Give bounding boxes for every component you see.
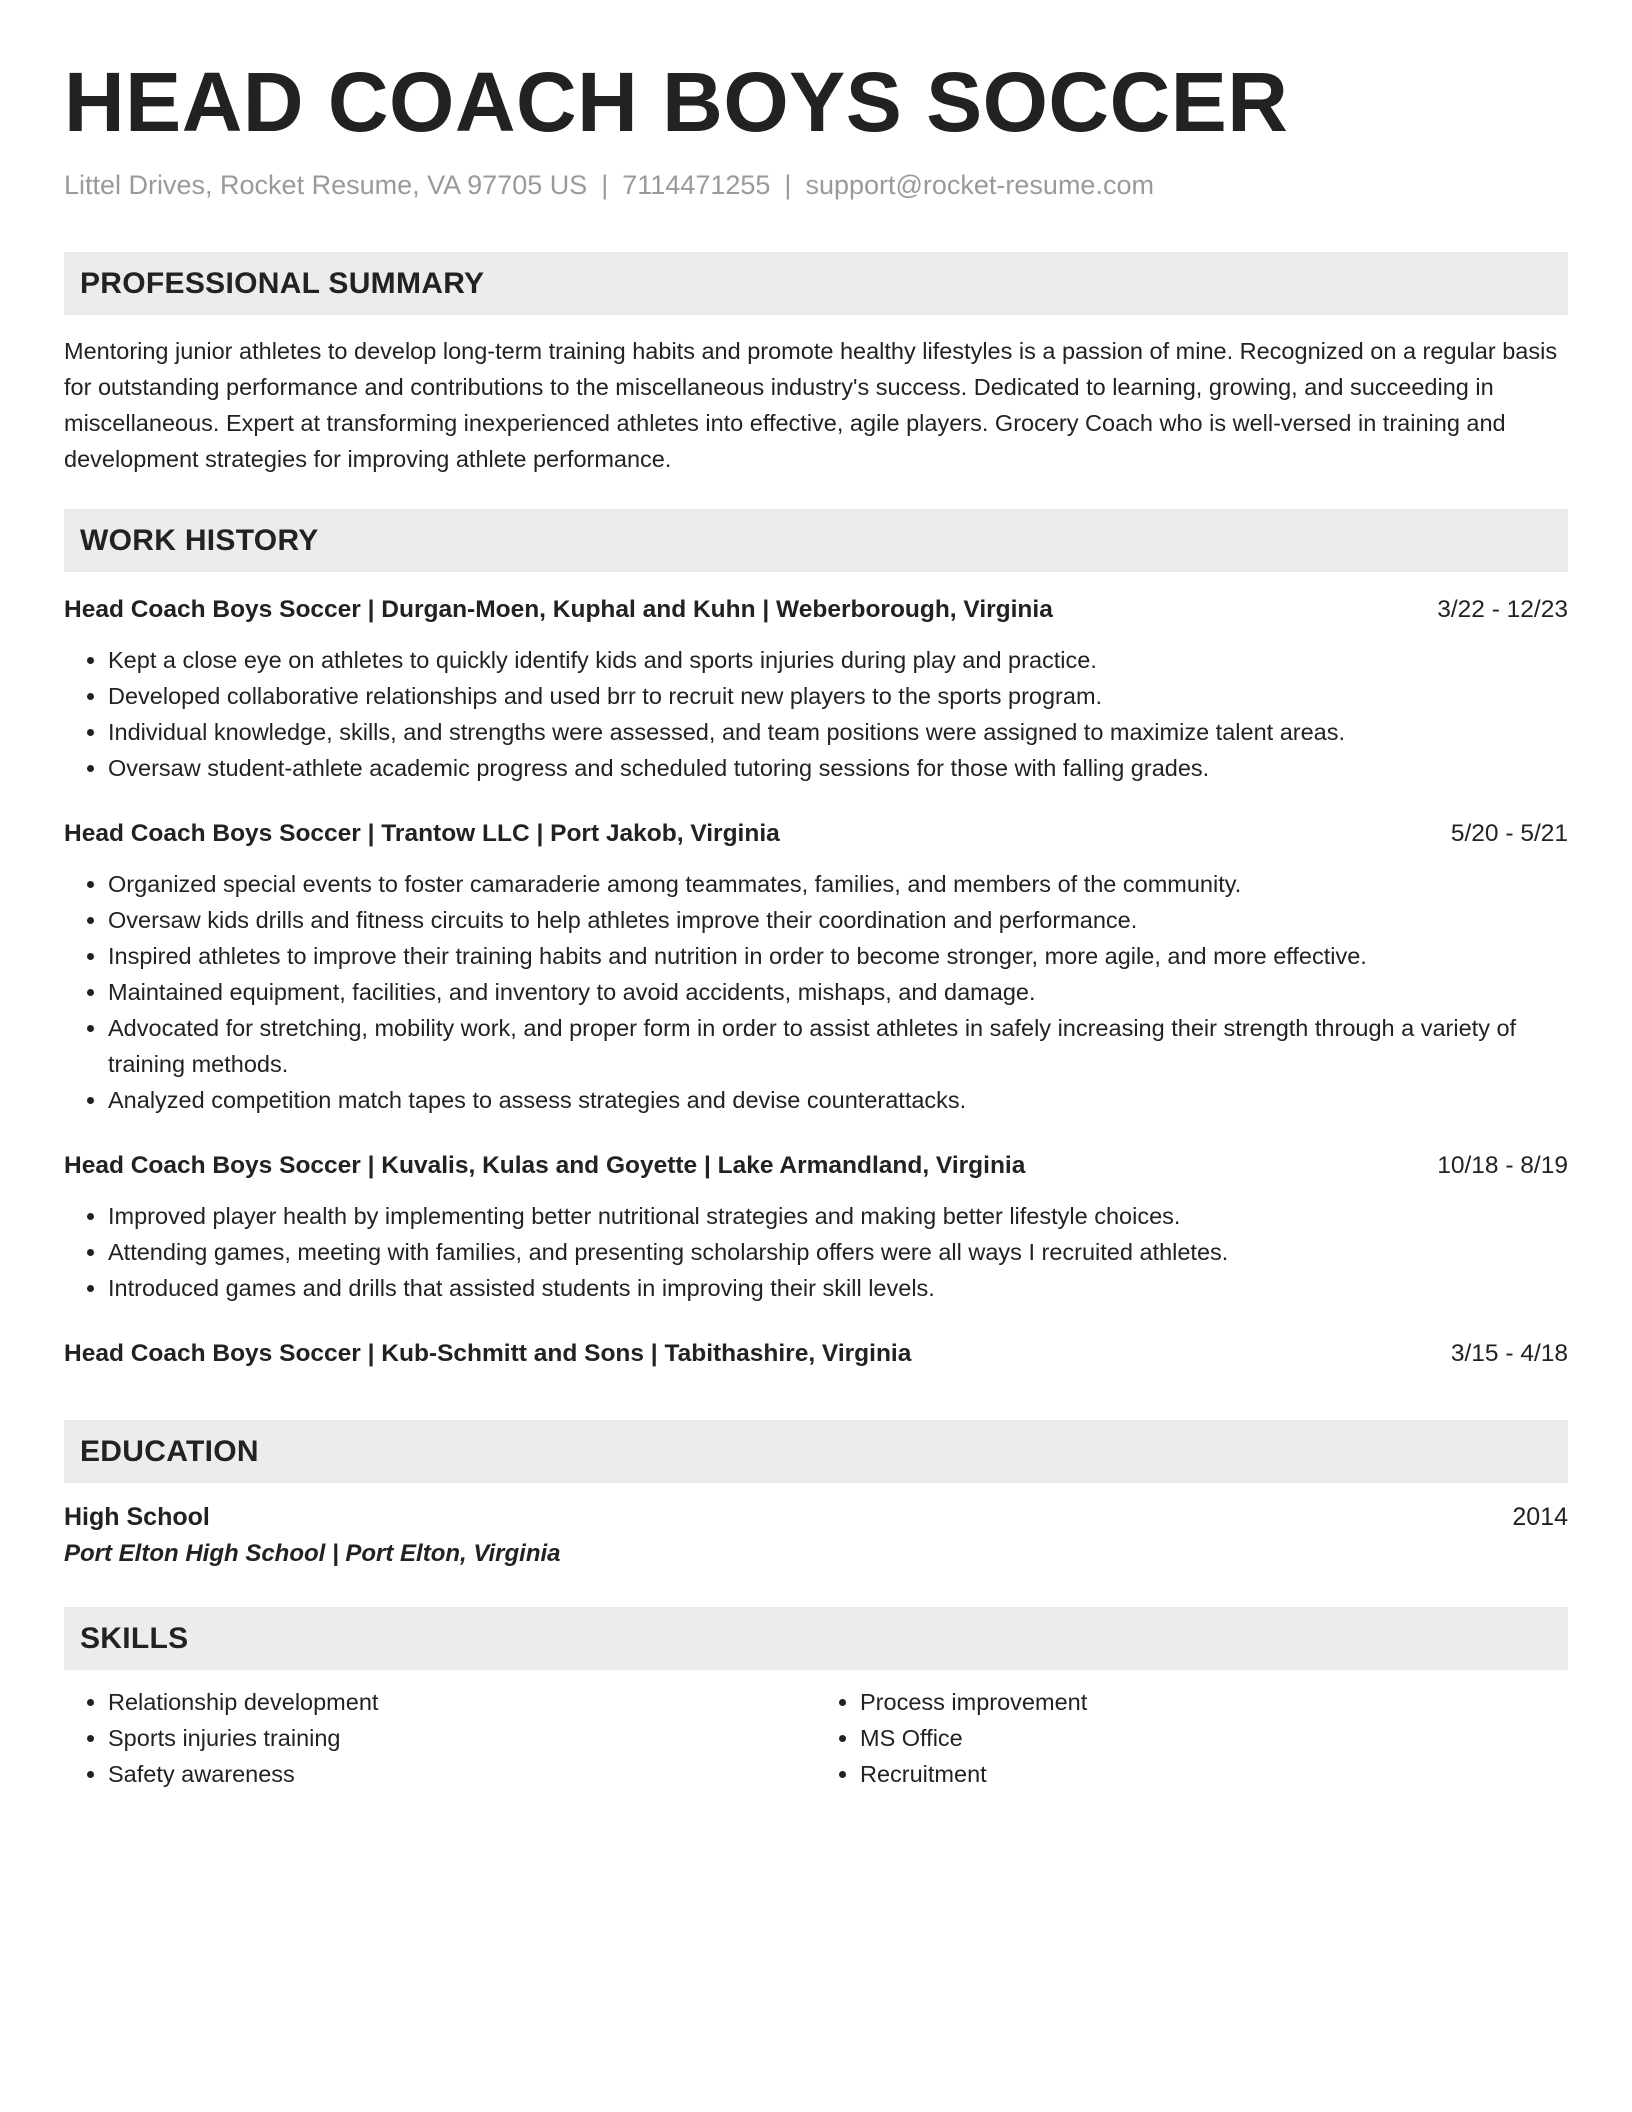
job-bullets [64, 642, 1568, 786]
job-bullet: • Individual knowledge, skills, and strengths were assessed, and team positions were assigned to maximize talent areas. [108, 714, 1568, 750]
skill-item: • Safety awareness [108, 1756, 816, 1792]
job-dates: 10/18 - 8/19 [1437, 1152, 1568, 1179]
skill-item: • Relationship development [108, 1684, 816, 1720]
job-dates: 5/20 - 5/21 [1450, 820, 1568, 847]
job-dates: 3/15 - 4/18 [1450, 1340, 1568, 1367]
job-bullets [64, 1198, 1568, 1306]
job-title: Head Coach Boys Soccer | Kub-Schmitt and Sons | Tabithashire, Virginia [64, 1340, 912, 1367]
job-header [64, 816, 1568, 852]
job-entry [64, 816, 1568, 1118]
job-entry [64, 592, 1568, 786]
skills-column-left [64, 1684, 816, 1792]
skill-item: • Recruitment [860, 1756, 1568, 1792]
job-entry [64, 1336, 1568, 1372]
summary-text: Mentoring junior athletes to develop long-term training habits and promote healthy lifestyles is a passion of mine. Recognized on a regular basis for outstanding performance and contributions to the miscellaneous industry's success. Dedicated to learning, growing, and succeeding in miscellaneous. Expert at transforming inexperienced athletes into effective, agile players. Grocery Coach who is well-versed in training and development strategies for improving athlete performance. [64, 338, 1558, 472]
job-bullet: • Analyzed competition match tapes to assess strategies and devise counterattacks. [108, 1082, 1568, 1118]
section-header-skills: SKILLS [64, 1607, 1568, 1670]
contact-separator: | [784, 170, 792, 200]
skills-column-right [816, 1684, 1568, 1792]
job-bullet: • Maintained equipment, facilities, and inventory to avoid accidents, mishaps, and damage. [108, 974, 1568, 1010]
job-entry [64, 1148, 1568, 1306]
candidate-name: HEAD COACH BOYS SOCCER [64, 55, 1289, 149]
section-header-education: EDUCATION [64, 1420, 1568, 1483]
job-header [64, 1148, 1568, 1184]
job-title: Head Coach Boys Soccer | Trantow LLC | Port Jakob, Virginia [64, 820, 780, 847]
skill-item: • Sports injuries training [108, 1720, 816, 1756]
job-header [64, 1336, 1568, 1372]
job-bullet: • Organized special events to foster camaraderie among teammates, families, and members of the community. [108, 866, 1568, 902]
job-bullet: • Kept a close eye on athletes to quickly identify kids and sports injuries during play and practice. [108, 642, 1568, 678]
contact-line [64, 168, 1568, 202]
education-school: Port Elton High School | Port Elton, Virginia [64, 1540, 561, 1567]
job-bullet: • Inspired athletes to improve their training habits and nutrition in order to become stronger, more agile, and more effective. [108, 938, 1568, 974]
education-entry [64, 1499, 1568, 1573]
contact-email: support@rocket-resume.com [805, 170, 1154, 200]
job-bullet: • Advocated for stretching, mobility work, and proper form in order to assist athletes in safely increasing their strength through a variety of training methods. [108, 1010, 1568, 1082]
section-header-work-history: WORK HISTORY [64, 509, 1568, 572]
job-bullet: • Improved player health by implementing better nutritional strategies and making better lifestyle choices. [108, 1198, 1568, 1234]
job-bullet: • Attending games, meeting with families, and presenting scholarship offers were all ways I recruited athletes. [108, 1234, 1568, 1270]
skill-item: • Process improvement [860, 1684, 1568, 1720]
job-header [64, 592, 1568, 628]
job-bullet: • Introduced games and drills that assisted students in improving their skill levels. [108, 1270, 1568, 1306]
job-title: Head Coach Boys Soccer | Durgan-Moen, Kuphal and Kuhn | Weberborough, Virginia [64, 596, 1053, 623]
job-dates: 3/22 - 12/23 [1437, 596, 1568, 623]
education-degree: High School [64, 1503, 210, 1531]
contact-address: Littel Drives, Rocket Resume, VA 97705 US [64, 170, 588, 200]
job-bullets [64, 866, 1568, 1118]
section-header-summary: PROFESSIONAL SUMMARY [64, 252, 1568, 315]
contact-separator: | [601, 170, 609, 200]
job-title: Head Coach Boys Soccer | Kuvalis, Kulas and Goyette | Lake Armandland, Virginia [64, 1152, 1026, 1179]
skill-item: • MS Office [860, 1720, 1568, 1756]
education-year: 2014 [1512, 1503, 1568, 1531]
education-header [64, 1499, 1568, 1535]
contact-phone: 7114471255 [622, 170, 771, 200]
job-bullet: • Oversaw kids drills and fitness circuits to help athletes improve their coordination and performance. [108, 902, 1568, 938]
job-bullet: • Developed collaborative relationships and used brr to recruit new players to the sports program. [108, 678, 1568, 714]
job-bullet: • Oversaw student-athlete academic progress and scheduled tutoring sessions for those with falling grades. [108, 750, 1568, 786]
skills-list [64, 1684, 1568, 1792]
